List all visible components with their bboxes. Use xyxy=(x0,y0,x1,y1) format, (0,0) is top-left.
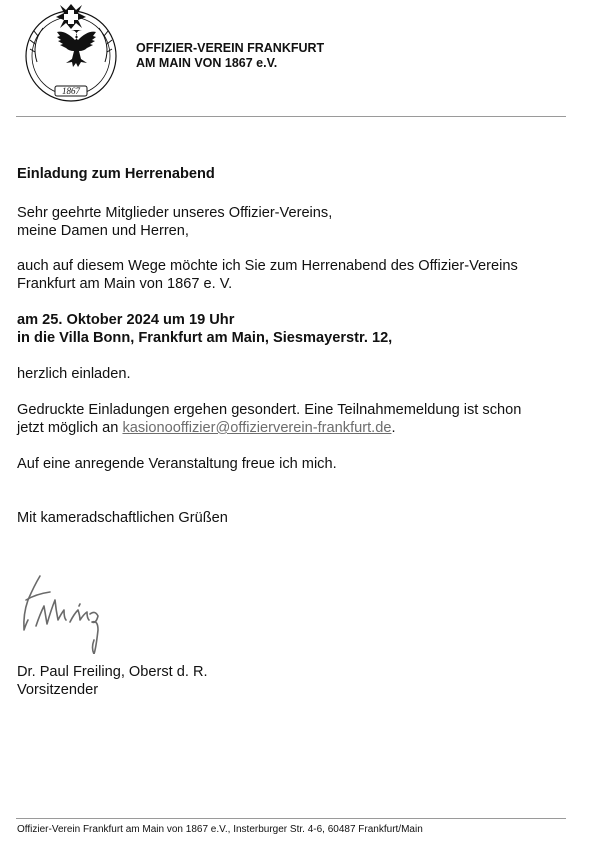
intro-line-1: auch auf diesem Wege möchte ich Sie zum Herrenabend des Offizier-Vereins xyxy=(17,258,518,274)
organization-name xyxy=(136,41,324,71)
closing-wish: Auf eine anregende Veranstaltung freue ich mich. xyxy=(17,456,337,472)
org-name-line-1: OFFIZIER-VEREIN FRANKFURT xyxy=(136,41,325,55)
registration-prefix: jetzt möglich an xyxy=(17,420,119,436)
association-seal-logo xyxy=(22,2,120,104)
event-venue: in die Villa Bonn, Frankfurt am Main, Siesmayerstr. 12, xyxy=(17,330,393,346)
event-date: am 25. Oktober 2024 um 19 Uhr xyxy=(17,312,235,328)
regards-line: Mit kameradschaftlichen Grüßen xyxy=(17,510,228,526)
printed-invitations-line-1: Gedruckte Einladungen ergehen gesondert. Eine Teilnahmemeldung ist schon xyxy=(17,402,522,418)
invitation-line: herzlich einladen. xyxy=(17,366,131,382)
seal-year-label: 1867 xyxy=(62,86,80,96)
footer-divider xyxy=(16,818,566,819)
salutation-line-1: Sehr geehrte Mitglieder unseres Offizier-Vereins, xyxy=(17,205,333,221)
salutation-line-2: meine Damen und Herren, xyxy=(17,223,189,239)
signer-name: Dr. Paul Freiling, Oberst d. R. xyxy=(17,664,208,680)
org-name-line-2: AM MAIN VON 1867 e.V. xyxy=(136,56,278,70)
registration-email-link[interactable]: kasionooffizier@offizierverein-frankfurt.de xyxy=(122,420,392,436)
registration-suffix: . xyxy=(391,420,396,436)
header-divider xyxy=(16,116,566,117)
footer-address: Offizier-Verein Frankfurt am Main von 1867 e.V., Insterburger Str. 4-6, 60487 Frankfurt/Main xyxy=(17,824,423,835)
letter-subject: Einladung zum Herrenabend xyxy=(17,166,215,182)
printed-invitations-line-2 xyxy=(17,419,396,437)
handwritten-signature xyxy=(18,566,116,654)
intro-line-2: Frankfurt am Main von 1867 e. V. xyxy=(17,276,233,292)
signer-role: Vorsitzender xyxy=(17,682,99,698)
